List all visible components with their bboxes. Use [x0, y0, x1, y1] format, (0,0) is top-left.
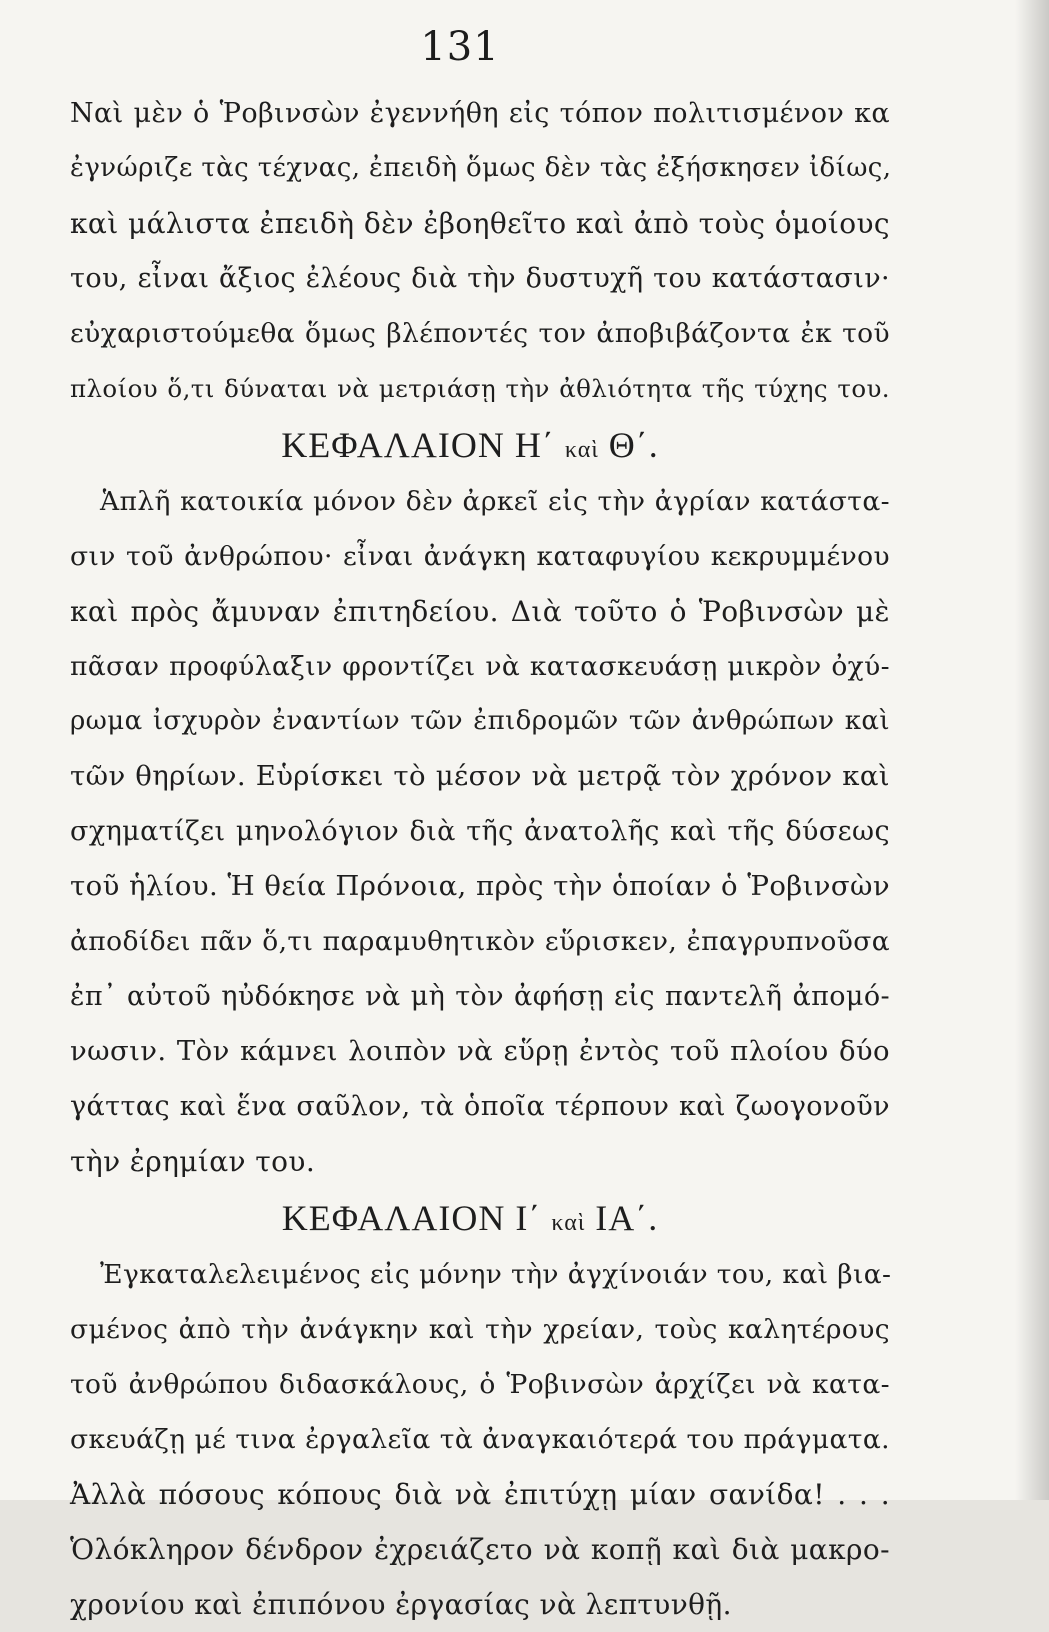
text-line: σιν τοῦ ἀνθρώπου· εἶναι ἀνάγκη καταφυγίου κεκρυμμένου — [70, 541, 890, 572]
chapter-heading-tail: ΙΑ΄. — [595, 1198, 659, 1238]
text-line: τῶν θηρίων. Εὑρίσκει τὸ μέσον νὰ μετρᾷ τὸν χρόνον καὶ — [70, 760, 890, 792]
text-line: ἀποδίδει πᾶν ὅ,τι παραμυθητικὸν εὕρισκεν, ἐπαγρυπνοῦσα — [70, 926, 890, 957]
text-line: ἐγνώριζε τὰς τέχνας, ἐπειδὴ ὅμως δὲν τὰς ἐξήσκησεν ἰδίως, — [70, 153, 892, 183]
text-line: του, εἶναι ἄξιος ἐλέους διὰ τὴν δυστυχῆ του κατάστασιν· — [70, 263, 890, 294]
text-line: πλοίου ὅ,τι δύναται νὰ μετριάσῃ τὴν ἀθλιότητα τῆς τύχης του. — [70, 374, 890, 403]
text-line: καὶ μάλιστα ἐπειδὴ δὲν ἐβοηθεῖτο καὶ ἀπὸ τοὺς ὁμοίους — [70, 207, 890, 240]
text-line: χρονίου καὶ ἐπιπόνου ἐργασίας νὰ λεπτυνθῇ. — [70, 1588, 732, 1621]
text-line: τοῦ ἀνθρώπου διδασκάλους, ὁ Ῥοβινσὼν ἀρχίζει νὰ κατα- — [70, 1369, 890, 1400]
text-line: εὐχαριστούμεθα ὅμως βλέποντές τον ἀποβιβάζοντα ἐκ τοῦ — [70, 318, 890, 349]
text-line: νωσιν. Τὸν κάμνει λοιπὸν νὰ εὕρῃ ἐντὸς τοῦ πλοίου δύο — [70, 1035, 890, 1067]
chapter-heading — [70, 416, 890, 474]
text-line: Ἀλλὰ πόσους κόπους διὰ νὰ ἐπιτύχῃ μίαν σανίδα! . . . — [70, 1478, 890, 1511]
chapter-heading — [70, 1189, 890, 1247]
text-line: γάττας καὶ ἕνα σαῦλον, τὰ ὁποῖα τέρπουν καὶ ζωογονοῦν — [70, 1091, 890, 1122]
text-line: Ναὶ μὲν ὁ Ῥοβινσὼν ἐγεννήθη εἰς τόπον πολιτισμένον κα — [70, 98, 890, 129]
text-line: σχηματίζει μηνολόγιον διὰ τῆς ἀνατολῆς καὶ τῆς δύσεως — [70, 816, 890, 847]
text-line: ρωμα ἰσχυρὸν ἐναντίων τῶν ἐπιδρομῶν τῶν ἀνθρώπων καὶ — [70, 706, 890, 736]
page-number: 131 — [420, 24, 500, 70]
text-line: Ἁπλῆ κατοικία μόνον δὲν ἀρκεῖ εἰς τὴν ἀγρίαν κατάστα- — [100, 486, 890, 517]
paragraph-2 — [70, 474, 890, 1189]
chapter-heading-tail: Θ΄. — [608, 425, 659, 465]
paragraph-3 — [70, 1247, 890, 1632]
text-line: καὶ πρὸς ἄμυναν ἐπιτηδείου. Διὰ τοῦτο ὁ Ῥοβινσὼν μὲ — [70, 595, 890, 628]
page-body — [70, 86, 890, 1632]
text-line: σμένος ἀπὸ τὴν ἀνάγκην καὶ τὴν χρείαν, τοὺς καλητέρους — [70, 1314, 890, 1345]
page-edge-shadow — [1015, 0, 1049, 1500]
text-line: τοῦ ἡλίου. Ἡ θεία Πρόνοια, πρὸς τὴν ὁποίαν ὁ Ῥοβινσὼν — [70, 870, 890, 902]
text-line: ἐπ᾽ αὐτοῦ ηὐδόκησε νὰ μὴ τὸν ἀφήσῃ εἰς παντελῆ ἀπομό- — [70, 981, 890, 1012]
chapter-heading-main: ΚΕΦΑΛΑΙΟΝ Ι΄ — [281, 1198, 542, 1238]
paragraph-1 — [70, 86, 890, 416]
text-line: Ὁλόκληρον δένδρον ἐχρειάζετο νὰ κοπῇ καὶ διὰ μακρο- — [70, 1533, 890, 1566]
text-line: Ἐγκαταλελειμένος εἰς μόνην τὴν ἀγχίνοιάν του, καὶ βια- — [100, 1259, 892, 1290]
chapter-heading-main: ΚΕΦΑΛΑΙΟΝ Η΄ — [281, 425, 555, 465]
text-line: σκευάζῃ μέ τινα ἐργαλεῖα τὰ ἀναγκαιότερά του πράγματα. — [70, 1424, 890, 1455]
text-line: πᾶσαν προφύλαξιν φροντίζει νὰ κατασκευάσῃ μικρὸν ὀχύ- — [70, 651, 890, 682]
text-line: τὴν ἐρημίαν του. — [70, 1145, 316, 1178]
chapter-heading-conjunction: καὶ — [564, 437, 599, 463]
chapter-heading-conjunction: καὶ — [551, 1210, 586, 1236]
